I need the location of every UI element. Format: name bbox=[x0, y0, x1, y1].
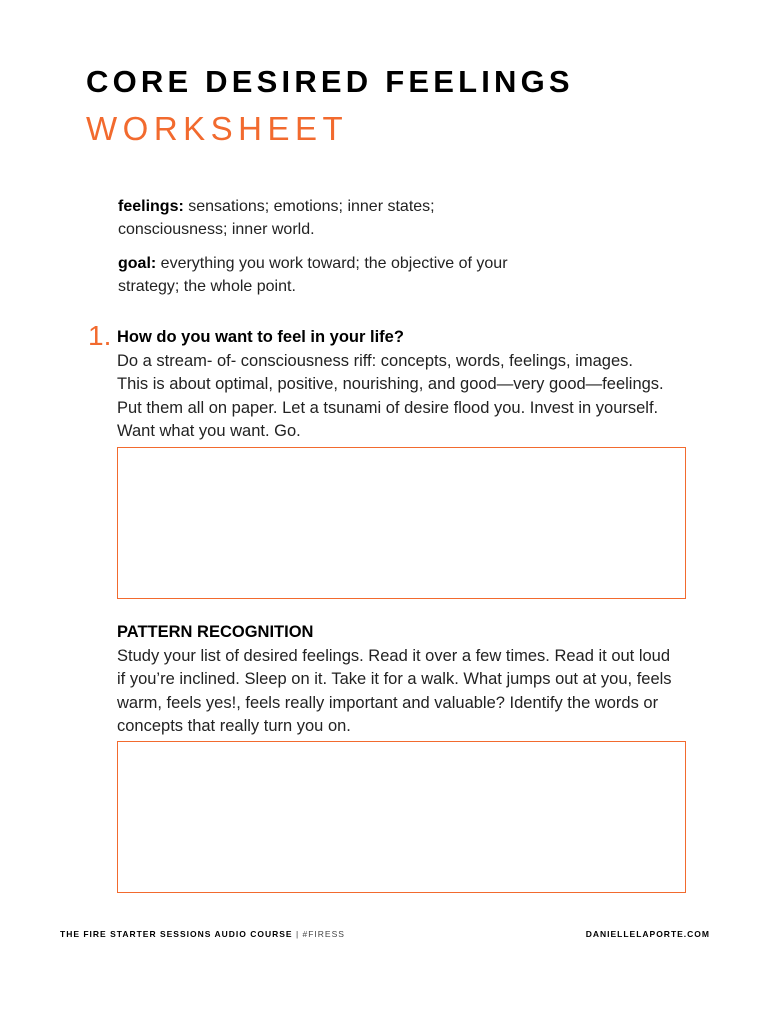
definition-text: strategy; the whole point. bbox=[118, 278, 296, 295]
question-text: Put them all on paper. Let a tsunami of desire flood you. Invest in yourself. bbox=[117, 398, 659, 417]
question-text: Want what you want. Go. bbox=[117, 422, 301, 440]
pattern-heading: PATTERN RECOGNITION bbox=[117, 623, 314, 641]
definition-feelings bbox=[118, 195, 435, 241]
pattern-text: if you’re inclined. Sleep on it. Take it for a walk. What jumps out at you, feels bbox=[117, 670, 672, 688]
question-text: Do a stream- of- consciousness riff: concepts, words, feelings, images. bbox=[117, 351, 633, 370]
page-title: CORE DESIRED FEELINGS bbox=[86, 64, 574, 99]
definition-text: everything you work toward; the objective of your bbox=[160, 255, 508, 272]
pattern-text: concepts that really turn you on. bbox=[117, 717, 351, 735]
definition-goal bbox=[118, 252, 508, 298]
question-heading: How do you want to feel in your life? bbox=[117, 328, 404, 346]
pattern-text: warm, feels yes!, feels really important and valuable? Identify the words or bbox=[117, 693, 659, 712]
definition-term: feelings: bbox=[118, 198, 184, 215]
footer-website[interactable]: DANIELLELAPORTE.COM bbox=[585, 929, 710, 939]
answer-box-2[interactable] bbox=[117, 741, 686, 893]
question-1 bbox=[117, 326, 664, 444]
pattern-text: Study your list of desired feelings. Read it over a few times. Read it out loud bbox=[117, 646, 671, 665]
answer-box-1[interactable] bbox=[117, 447, 686, 599]
question-text: This is about optimal, positive, nourishing, and good—very good—feelings. bbox=[117, 375, 664, 393]
course-name: THE FIRE STARTER SESSIONS AUDIO COURSE bbox=[60, 929, 293, 939]
page-subtitle: WORKSHEET bbox=[86, 110, 349, 147]
definition-text: sensations; emotions; inner states; bbox=[188, 198, 435, 215]
definition-text: consciousness; inner world. bbox=[118, 221, 315, 238]
footer-course bbox=[60, 929, 345, 939]
separator: | bbox=[292, 929, 303, 939]
question-number: 1. bbox=[88, 320, 112, 351]
definition-term: goal: bbox=[118, 255, 157, 272]
hashtag: #FIRESS bbox=[302, 929, 345, 939]
pattern-recognition bbox=[117, 621, 672, 739]
